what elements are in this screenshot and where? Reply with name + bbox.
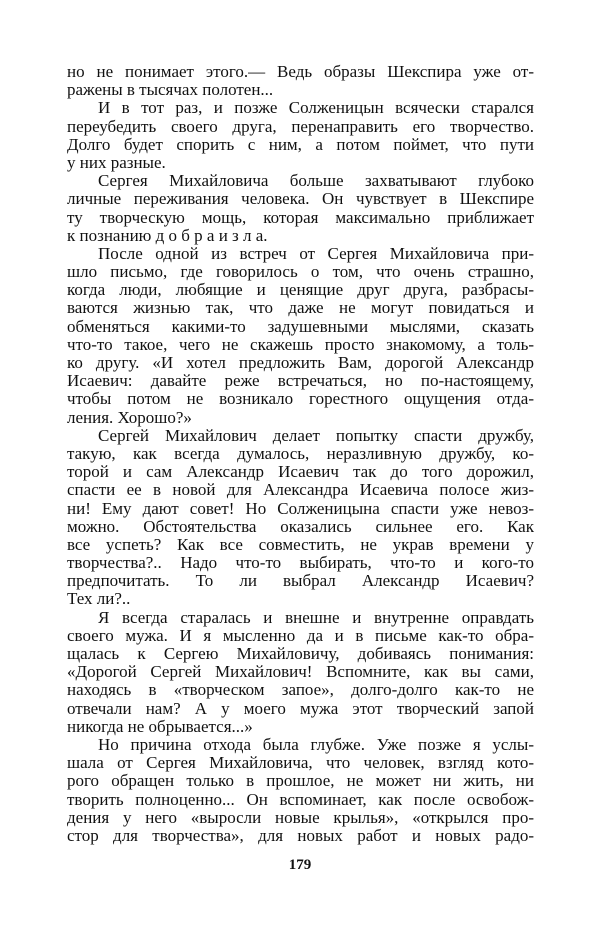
- text-line: творчества?.. Надо что-то выбирать, что-то и кого-то: [67, 553, 534, 573]
- paragraph: [67, 245, 534, 427]
- page-number: 179: [288, 857, 312, 873]
- text-line: но не понимает этого.— Ведь образы Шекспира уже от-: [67, 62, 534, 81]
- page-body-text: [67, 63, 534, 845]
- text-line: Но причина отхода была глубже. Уже позже я услы-: [98, 734, 534, 754]
- paragraph: [67, 609, 534, 736]
- text-line: Сергей Михайлович делает попытку спасти дружбу,: [98, 425, 534, 445]
- text-line: находясь в «творческом запое», долго-долго как-то не: [67, 680, 534, 700]
- text-line: Я всегда старалась и внешне и внутренне оправдать: [98, 607, 534, 627]
- text-line: Исаевич: давайте реже встречаться, но по-настоящему,: [67, 371, 534, 391]
- text-line: рого обращен только в прошлое, не может ни жить, ни: [67, 771, 534, 791]
- paragraph: [67, 63, 534, 99]
- text-line: что-то такое, чего не скажешь просто знакомому, а толь-: [67, 334, 534, 354]
- text-line: все успеть? Как все совместить, не украв времени у: [67, 534, 534, 554]
- text-line: шала от Сергея Михайловича, что человек, взгляд кото-: [67, 753, 534, 773]
- text-line: ражены в тысячах полотен...: [67, 80, 274, 100]
- text-line: шло письмо, где говорилось о том, что очень страшно,: [67, 262, 534, 282]
- text-line: Долго будет спорить с ним, а потом поймет, что пути: [67, 134, 534, 154]
- text-line: Тех ли?..: [67, 589, 131, 609]
- text-line: обменяться какими-то задушевными мыслями, сказать: [67, 316, 534, 336]
- text-line: ко другу. «И хотел предложить Вам, дорогой Александр: [67, 353, 534, 372]
- paragraph: [67, 172, 534, 245]
- text-line: щалась к Сергею Михайловичу, добиваясь понимания:: [67, 644, 534, 663]
- paragraph: [67, 736, 534, 845]
- text-line: своего мужа. И я мысленно да и в письме как-то обра-: [67, 625, 534, 645]
- text-line: «Дорогой Сергей Михайлович! Вспомните, как вы сами,: [67, 662, 534, 682]
- text-line: стор для творчества», для новых работ и новых радо-: [67, 825, 534, 845]
- text-line: можно. Обстоятельства оказались сильнее его. Как: [67, 516, 534, 536]
- text-line: Сергея Михайловича больше захватывают глубоко: [98, 171, 534, 191]
- text-line: И в тот раз, и позже Солженицын всячески старался: [98, 98, 534, 118]
- text-line: После одной из встреч от Сергея Михайловича при-: [98, 243, 534, 263]
- text-line: ту творческую мощь, которая максимально приближает: [67, 207, 534, 227]
- text-line: отвечали нам? А у моего мужа этот творческий запой: [67, 698, 534, 718]
- text-line: спасти ее в новой для Александра Исаевича полосе жиз-: [67, 480, 534, 500]
- text-line: такую, как всегда думалось, неразливную дружбу, ко-: [67, 443, 534, 463]
- text-line: творить полноценно... Он вспоминает, как после освобож-: [67, 789, 534, 809]
- text-line: предпочитать. То ли выбрал Александр Исаевич?: [67, 571, 534, 591]
- text-line: чтобы потом не возникало горестного ощущения отда-: [67, 389, 534, 409]
- text-line: у них разные.: [67, 152, 166, 172]
- text-line: ваются жизнью так, что даже не могут повидаться и: [67, 298, 534, 318]
- paragraph: [67, 99, 534, 172]
- text-line: никогда не обрывается...»: [67, 716, 253, 736]
- text-line: ни! Ему дают совет! Но Солженицына спасти уже невоз-: [67, 498, 534, 518]
- text-line: к познанию д о б р а и з л а.: [67, 225, 268, 245]
- text-line: торой и сам Александр Исаевич так до того дорожил,: [67, 462, 534, 482]
- paragraph: [67, 427, 534, 609]
- text-line: личные переживания человека. Он чувствует в Шекспире: [67, 189, 534, 209]
- text-line: когда люди, любящие и ценящие друг друга, разбрасы-: [67, 280, 534, 300]
- text-line: переубедить своего друга, перенаправить его творчество.: [67, 116, 534, 136]
- text-line: ления. Хорошо?»: [67, 407, 192, 427]
- text-line: дения у него «выросли новые крылья», «открылся про-: [67, 807, 534, 827]
